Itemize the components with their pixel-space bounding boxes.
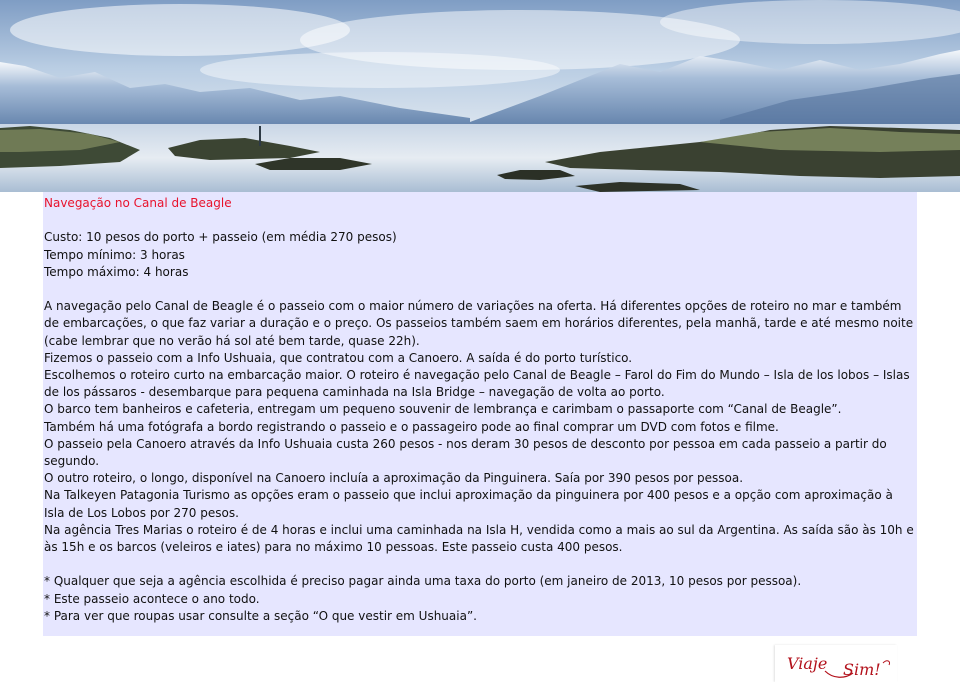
note-clothing: * Para ver que roupas usar consulte a seção “O que vestir em Ushuaia”. [44, 608, 477, 623]
article-paragraph: Na agência Tres Marias o roteiro é de 4 horas e inclui uma caminhada na Isla H, vendida como a mais ao sul da Argentina. As saída são às 10h e às 15h e os barcos (veleiros e iates) para no máximo 10 pessoas. Este passeio custa 400 pesos. [44, 522, 914, 555]
note-port-fee: * Qualquer que seja a agência escolhida é preciso pagar ainda uma taxa do porto (em janeiro de 2013, 10 pesos por pessoa). [44, 574, 802, 589]
article-title: Navegação no Canal de Beagle [44, 196, 232, 210]
article-paragraph: A navegação pelo Canal de Beagle é o passeio com o maior número de variações na oferta. Há diferentes opções de roteiro no mar e também de embarcações, o que faz variar a duração e o preço. Os passeios também saem em horários diferentes, pela manhã, tarde e até mesmo noite (cabe lembrar que no verão há sol até bem tarde, quase 22h). [44, 299, 914, 348]
spacer [44, 556, 915, 573]
article-paragraph: Também há uma fotógrafa a bordo registrando o passeio e o passageiro pode ao final comprar um DVD com fotos e filme. [44, 419, 779, 434]
article-paragraph: Na Talkeyen Patagonia Turismo as opções eram o passeio que inclui aproximação da pinguinera por 400 pesos e a opção com aproximação à Isla de Los Lobos por 270 pesos. [44, 488, 893, 520]
logo-text-sim: Sim! [843, 660, 881, 679]
article-paragraph: O barco tem banheiros e cafeteria, entregam um pequeno souvenir de lembrança e carimbam o passaporte com “Canal de Beagle”. [44, 402, 842, 417]
logo-text-viaje: Viaje [787, 654, 828, 673]
detail-cost: Custo: 10 pesos do porto + passeio (em média 270 pesos) [44, 230, 397, 245]
article-content [43, 192, 917, 636]
spacer [44, 281, 915, 298]
mountain-lake-landscape-icon [0, 0, 960, 192]
detail-max-time: Tempo máximo: 4 horas [44, 264, 189, 279]
article-paragraph: O passeio pela Canoero através da Info Ushuaia custa 260 pesos - nos deram 30 pesos de desconto por pessoa em cada passeio a partir do segundo. [44, 436, 887, 469]
header-banner-image [0, 0, 960, 192]
viaje-sim-logo[interactable] [775, 645, 897, 682]
note-year-round: * Este passeio acontece o ano todo. [44, 591, 260, 606]
article-paragraph: O outro roteiro, o longo, disponível na Canoero incluía a aproximação da Pinguinera. Saía por 390 pesos por pessoa. [44, 471, 744, 486]
article-paragraph: Escolhemos o roteiro curto na embarcação maior. O roteiro é navegação pelo Canal de Beagle – Farol do Fim do Mundo – Isla de los lobos – Islas de los pássaros - desembarque para pequena caminhada na Isla Bridge – navegação de volta ao porto. [44, 368, 910, 400]
article-paragraph: Fizemos o passeio com a Info Ushuaia, que contratou com a Canoero. A saída é do porto turístico. [44, 350, 633, 365]
detail-min-time: Tempo mínimo: 3 horas [44, 247, 185, 262]
spacer [44, 212, 915, 229]
